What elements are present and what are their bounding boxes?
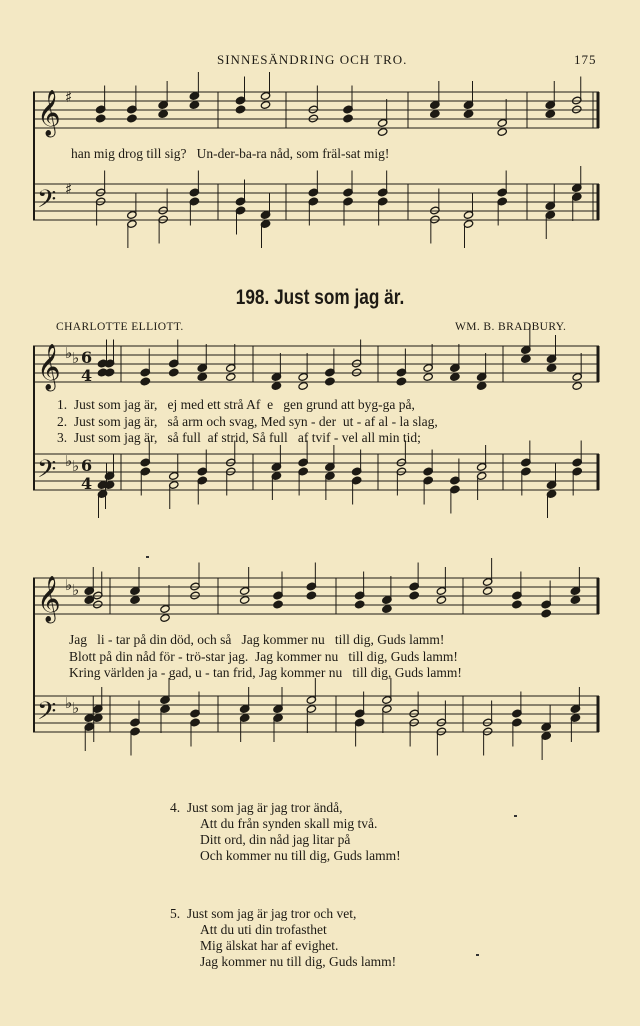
verse-5 bbox=[170, 906, 396, 970]
verse-line: Mig älskat har af evighet. bbox=[200, 938, 339, 953]
verse-number: 4. bbox=[170, 800, 181, 815]
svg-text:𝄢: 𝄢 bbox=[37, 185, 57, 220]
svg-text:4: 4 bbox=[81, 474, 93, 493]
verse-4 bbox=[170, 800, 401, 864]
music-system-1 bbox=[33, 82, 599, 232]
svg-text:♭: ♭ bbox=[72, 349, 80, 367]
lyric-line-1: Jag li - tar på din död, och så Jag kommer nu till dig, Guds lamm! bbox=[69, 632, 445, 647]
lyric-line-2: Blott på din nåd för - trö-star jag. Jag kommer nu till dig, Guds lamm! bbox=[69, 649, 458, 664]
verse-line: Och kommer nu till dig, Guds lamm! bbox=[200, 848, 401, 863]
print-speck bbox=[146, 556, 149, 558]
svg-text:6: 6 bbox=[81, 456, 93, 475]
svg-text:♭: ♭ bbox=[72, 581, 80, 599]
verse-number: 5. bbox=[170, 906, 181, 921]
svg-text:6: 6 bbox=[81, 348, 93, 367]
lyric-line-3: 3. Just som jag är, så full af strid, Så full af tvif - vel all min tid; bbox=[57, 430, 421, 445]
svg-text:♭: ♭ bbox=[65, 452, 73, 470]
page-number: 175 bbox=[574, 52, 597, 67]
music-system-2 bbox=[33, 338, 599, 508]
lyric-line-2: 2. Just som jag är, så arm och svag, Med syn - der ut - af al - la slag, bbox=[57, 414, 438, 429]
print-speck bbox=[514, 815, 517, 817]
svg-text:♭: ♭ bbox=[72, 457, 80, 475]
lyric-line-1: han mig drog till sig? Un-der-ba-ra nåd, som fräl-sat mig! bbox=[71, 146, 390, 161]
verse-line: Att du uti din trofasthet bbox=[200, 922, 327, 937]
lyric-line-1: 1. Just som jag är, ej med ett strå Af e gen grund att byg-ga på, bbox=[57, 397, 415, 412]
svg-text:♭: ♭ bbox=[65, 694, 73, 712]
verse-line: 5. Just som jag är jag tror och vet, bbox=[170, 906, 357, 921]
svg-text:♭: ♭ bbox=[65, 576, 73, 594]
music-system-3 bbox=[33, 568, 599, 753]
svg-text:𝄞: 𝄞 bbox=[37, 344, 61, 390]
author-credit: CHARLOTTE ELLIOTT. bbox=[56, 321, 184, 333]
svg-text:♭: ♭ bbox=[72, 699, 80, 717]
section-title: SINNESÄNDRING OCH TRO. bbox=[217, 52, 408, 67]
verse-line: Ditt ord, din nåd jag litar på bbox=[200, 832, 351, 847]
verse-line: 4. Just som jag är jag tror ändå, bbox=[170, 800, 343, 815]
svg-text:𝄞: 𝄞 bbox=[37, 576, 61, 622]
svg-text:4: 4 bbox=[81, 366, 93, 385]
svg-text:𝄢: 𝄢 bbox=[37, 455, 57, 490]
verse-line: Att du från synden skall mig två. bbox=[200, 816, 378, 831]
verse-line: Jag kommer nu till dig, Guds lamm! bbox=[200, 954, 397, 969]
svg-text:♯: ♯ bbox=[65, 180, 73, 198]
svg-text:𝄢: 𝄢 bbox=[37, 697, 57, 732]
composer-credit: WM. B. BRADBURY. bbox=[455, 321, 567, 333]
print-speck bbox=[476, 954, 479, 956]
hymn-title: 198. Just som jag är. bbox=[235, 286, 405, 309]
svg-text:♯: ♯ bbox=[65, 88, 73, 106]
lyric-line-3: Kring världen ja - gad, u - tan frid, Jag kommer nu till dig, Guds lamm! bbox=[69, 665, 462, 680]
svg-text:♭: ♭ bbox=[65, 344, 73, 362]
svg-text:𝄞: 𝄞 bbox=[37, 90, 61, 136]
